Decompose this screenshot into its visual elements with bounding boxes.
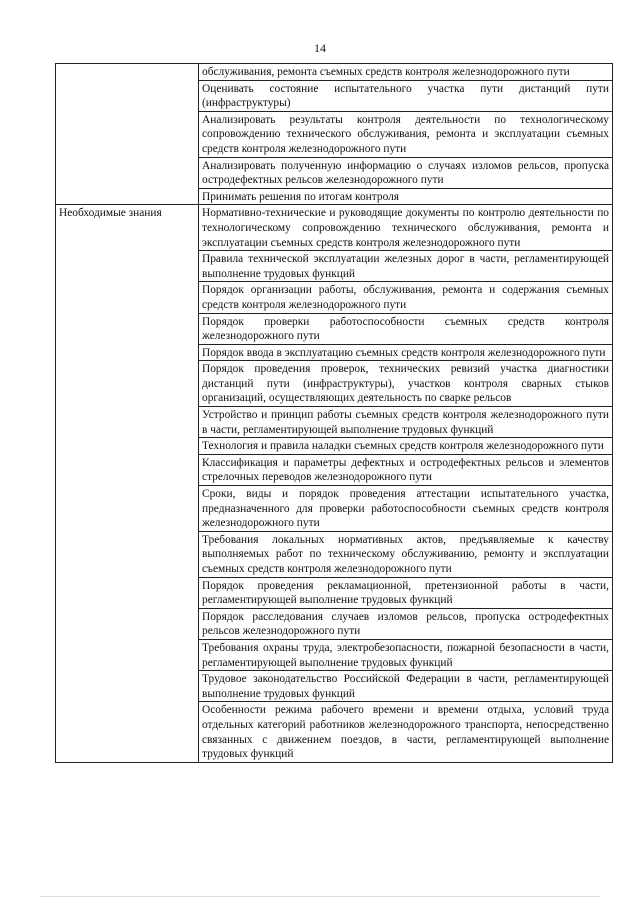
knowledge-cell: Порядок организации работы, обслуживания, ремонта и содержания съемных средств контроля железнодорожного пути <box>199 282 613 313</box>
knowledge-cell: Порядок ввода в эксплуатацию съемных средств контроля железнодорожного пути <box>199 344 613 361</box>
table-row <box>56 64 613 81</box>
knowledge-cell: Порядок проверки работоспособности съемных средств контроля железнодорожного пути <box>199 313 613 344</box>
page-number: 14 <box>314 41 326 55</box>
skills-cell: Принимать решения по итогам контроля <box>199 188 613 205</box>
knowledge-cell: Порядок проведения рекламационной, претензионной работы в части, регламентирующей выполнение трудовых функций <box>199 577 613 608</box>
knowledge-cell: Нормативно-технические и руководящие документы по контролю деятельности по технологическому сопровождению технического обслуживания, ремонта и эксплуатации съемных средств контроля железнодорожного пути <box>199 205 613 251</box>
knowledge-label-cell: Необходимые знания <box>56 205 199 762</box>
qualification-table <box>55 63 613 763</box>
skills-label-cell <box>56 64 199 205</box>
skills-cell: Анализировать результаты контроля деятельности по технологическому сопровождению технического обслуживания, ремонта и эксплуатации съемных средств контроля железнодорожного пути <box>199 111 613 157</box>
knowledge-cell: Порядок проведения проверок, технических ревизий участка диагностики дистанций пути (инфраструктуры), участков контроля сварных стыков организаций, осуществляющих деятельность по сварке рельсов <box>199 361 613 407</box>
knowledge-cell: Правила технической эксплуатации железных дорог в части, регламентирующей выполнение трудовых функций <box>199 251 613 282</box>
knowledge-cell: Классификация и параметры дефектных и остродефектных рельсов и элементов стрелочных переводов железнодорожного пути <box>199 454 613 485</box>
skills-cell: Оценивать состояние испытательного участка пути дистанций пути (инфраструктуры) <box>199 80 613 111</box>
knowledge-cell: Требования охраны труда, электробезопасности, пожарной безопасности в части, регламентирующей выполнение трудовых функций <box>199 639 613 670</box>
scan-edge-line <box>40 896 600 897</box>
knowledge-cell: Сроки, виды и порядок проведения аттестации испытательного участка, предназначенного для проверки работоспособности съемных средств контроля железнодорожного пути <box>199 486 613 532</box>
knowledge-cell: Технология и правила наладки съемных средств контроля железнодорожного пути <box>199 438 613 455</box>
table-row <box>56 205 613 251</box>
skills-cell: обслуживания, ремонта съемных средств контроля железнодорожного пути <box>199 64 613 81</box>
skills-cell: Анализировать полученную информацию о случаях изломов рельсов, пропуска остродефектных рельсов железнодорожного пути <box>199 157 613 188</box>
knowledge-cell: Требования локальных нормативных актов, предъявляемые к качеству выполняемых работ по техническому обслуживанию, ремонту и эксплуатации съемных средств контроля железнодорожного пути <box>199 531 613 577</box>
knowledge-cell: Трудовое законодательство Российской Федерации в части, регламентирующей выполнение трудовых функций <box>199 671 613 702</box>
knowledge-cell: Особенности режима рабочего времени и времени отдыха, условий труда отдельных категорий работников железнодорожного транспорта, непосредственно связанных с движением поездов, в части, регламентирующей выполнение трудовых функций <box>199 702 613 762</box>
knowledge-cell: Устройство и принцип работы съемных средств контроля железнодорожного пути в части, регламентирующей выполнение трудовых функций <box>199 407 613 438</box>
knowledge-cell: Порядок расследования случаев изломов рельсов, пропуска остродефектных рельсов железнодорожного пути <box>199 608 613 639</box>
